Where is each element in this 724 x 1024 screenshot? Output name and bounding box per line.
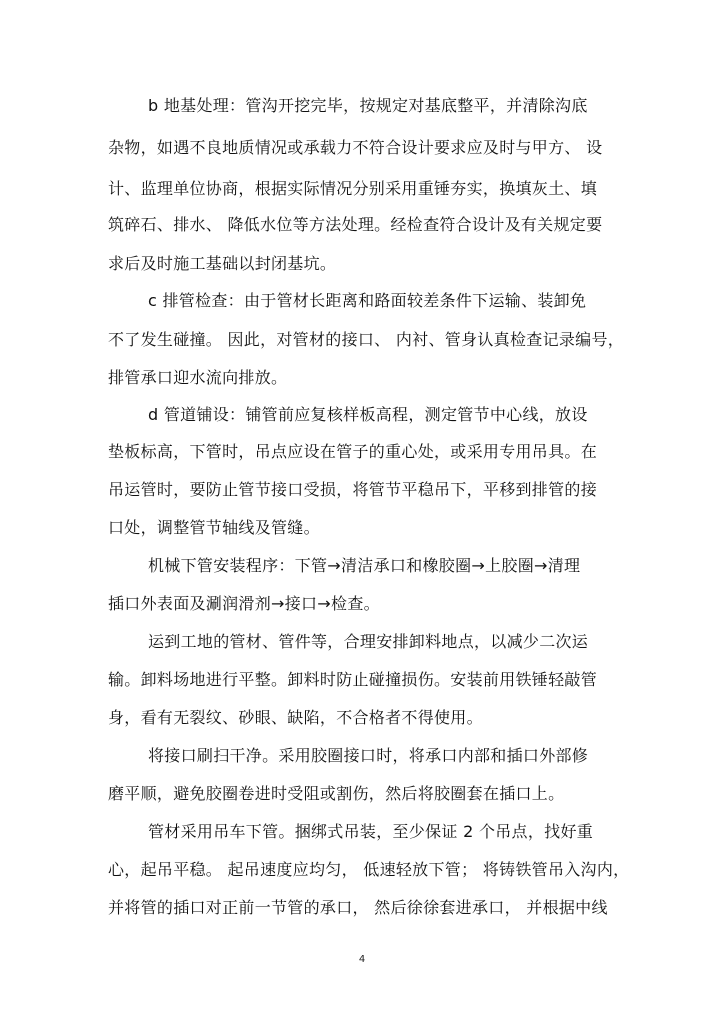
text-line: d 管道铺设：铺管前应复核样板高程，测定管节中心线，放设 [148, 405, 588, 424]
text-line: 运到工地的管材、管件等，合理安排卸料地点，以减少二次运 [148, 632, 589, 651]
text-line: 身，看有无裂纹、砂眼、缺陷，不合格者不得使用。 [108, 708, 483, 727]
text-line: 机械下管安装程序：下管→清洁承口和橡胶圈→上胶圈→清理 [148, 556, 581, 575]
text-line: 将接口刷扫干净。采用胶圈接口时，将承口内部和插口外部修 [148, 746, 589, 765]
text-line: 杂物，如遇不良地质情况或承载力不符合设计要求应及时与甲方、 设 [108, 138, 603, 157]
text-line: 插口外表面及涮润滑剂→接口→检查。 [108, 594, 380, 613]
text-line: 吊运管时，要防止管节接口受损，将管节平稳吊下，平移到排管的接 [108, 480, 598, 499]
text-line: 心，起吊平稳。 起吊速度应均匀， 低速轻放下管； 将铸铁管吊入沟内， [108, 860, 630, 879]
text-line: 筑碎石、排水、 降低水位等方法处理。经检查符合设计及有关规定要 [108, 215, 603, 234]
page-number: 4 [358, 954, 366, 965]
text-line: 垫板标高，下管时，吊点应设在管子的重心处，或采用专用吊具。在 [108, 442, 598, 461]
text-line: 不了发生碰撞。 因此，对管材的接口、 内衬、管身认真检查记录编号， [108, 330, 625, 349]
text-line: b 地基处理：管沟开挖完毕，按规定对基底整平，并清除沟底 [148, 96, 588, 115]
text-line: 求后及时施工基础以封闭基坑。 [108, 254, 337, 273]
text-line: 磨平顺，避免胶圈卷进时受阻或割伤，然后将胶圈套在插口上。 [108, 784, 565, 803]
text-line: 口处，调整管节轴线及管缝。 [108, 518, 320, 537]
text-line: c 排管检查：由于管材长距离和路面较差条件下运输、装卸免 [148, 291, 587, 310]
text-line: 并将管的插口对正前一节管的承口， 然后徐徐套进承口， 并根据中线 [108, 898, 608, 917]
text-line: 输。卸料场地进行平整。卸料时防止碰撞损伤。安装前用铁锤轻敲管 [108, 670, 598, 689]
text-line: 管材采用吊车下管。捆绑式吊装，至少保证 2 个吊点，找好重 [148, 822, 594, 841]
text-line: 计、监理单位协商，根据实际情况分别采用重锤夯实，换填灰土、填 [108, 179, 598, 198]
text-line: 排管承口迎水流向排放。 [108, 368, 288, 387]
